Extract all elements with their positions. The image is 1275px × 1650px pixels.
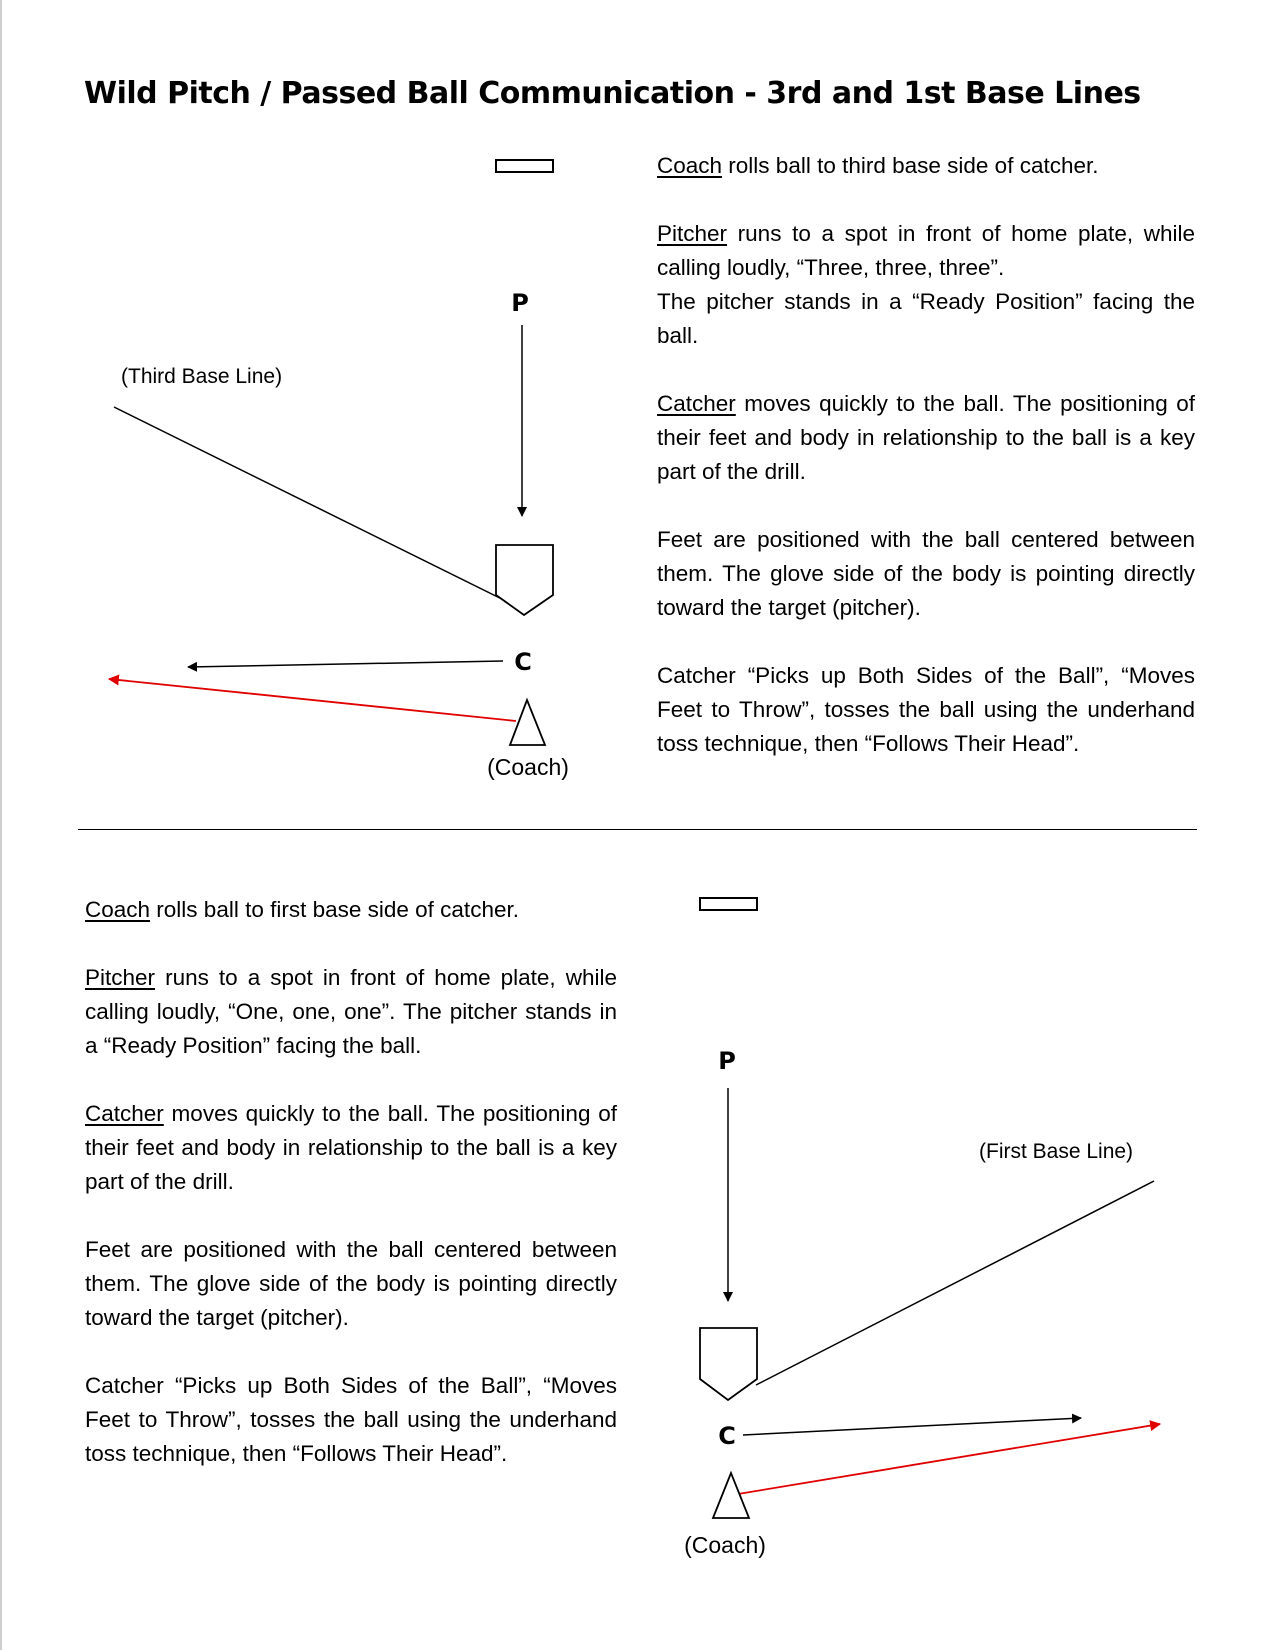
section-divider bbox=[78, 829, 1197, 830]
coach-throw-arrow bbox=[738, 1424, 1160, 1494]
top-instructions bbox=[657, 149, 1195, 761]
role-pitcher: Pitcher bbox=[657, 221, 728, 246]
role-catcher: Catcher bbox=[657, 391, 736, 416]
pitching-rubber bbox=[700, 898, 757, 910]
page-title: Wild Pitch / Passed Ball Communication - 3rd and 1st Base Lines bbox=[84, 76, 1141, 111]
bottom-instructions bbox=[85, 893, 617, 1471]
coach-throw-arrow bbox=[109, 679, 516, 721]
catcher-label: C bbox=[718, 1422, 736, 1450]
catcher-throw-arrow bbox=[188, 661, 503, 667]
top-diagram bbox=[109, 160, 569, 780]
instruction-paragraph: Pitcher runs to a spot in front of home plate, while calling loudly, “Three, three, three”. The pitcher stands in a “Ready Position” facing the ball. bbox=[657, 221, 1195, 348]
instruction-paragraph: Catcher moves quickly to the ball. The positioning of their feet and body in relationship to the ball is a key part of the drill. bbox=[85, 1101, 617, 1194]
instruction-paragraph: Catcher “Picks up Both Sides of the Ball”, “Moves Feet to Throw”, tosses the ball using the underhand toss technique, then “Follows Their Head”. bbox=[85, 1373, 617, 1466]
coach-label: (Coach) bbox=[487, 754, 569, 780]
instruction-paragraph: Catcher “Picks up Both Sides of the Ball”, “Moves Feet to Throw”, tosses the ball using the underhand toss technique, then “Follows Their Head”. bbox=[657, 663, 1195, 756]
role-coach: Coach bbox=[85, 897, 151, 922]
pitcher-label: P bbox=[718, 1047, 736, 1075]
home-plate bbox=[496, 545, 553, 615]
coach-marker bbox=[510, 700, 545, 745]
third-base-line-label: (Third Base Line) bbox=[121, 365, 283, 388]
instruction-paragraph: Catcher moves quickly to the ball. The positioning of their feet and body in relationship to the ball is a key part of the drill. bbox=[657, 391, 1195, 484]
instruction-paragraph: Feet are positioned with the ball centered between them. The glove side of the body is pointing directly toward the target (pitcher). bbox=[657, 527, 1195, 620]
role-coach: Coach bbox=[657, 153, 723, 178]
pitching-rubber bbox=[496, 160, 553, 172]
third-base-line bbox=[114, 407, 518, 607]
instruction-paragraph: Coach rolls ball to first base side of catcher. bbox=[85, 897, 519, 922]
instruction-paragraph: Coach rolls ball to third base side of catcher. bbox=[657, 153, 1099, 178]
bottom-diagram bbox=[684, 898, 1160, 1558]
role-catcher: Catcher bbox=[85, 1101, 164, 1126]
instruction-paragraph: Feet are positioned with the ball centered between them. The glove side of the body is pointing directly toward the target (pitcher). bbox=[85, 1237, 617, 1330]
first-base-line bbox=[756, 1181, 1154, 1385]
pitcher-label: P bbox=[511, 289, 529, 317]
catcher-throw-arrow bbox=[743, 1418, 1081, 1435]
first-base-line-label: (First Base Line) bbox=[979, 1140, 1134, 1163]
role-pitcher: Pitcher bbox=[85, 965, 156, 990]
coach-marker bbox=[713, 1473, 749, 1518]
home-plate bbox=[700, 1328, 757, 1400]
coach-label: (Coach) bbox=[684, 1532, 766, 1558]
catcher-label: C bbox=[514, 648, 532, 676]
instruction-paragraph: Pitcher runs to a spot in front of home plate, while calling loudly, “One, one, one”. The pitcher stands in a “Ready Position” facing the ball. bbox=[85, 965, 617, 1058]
